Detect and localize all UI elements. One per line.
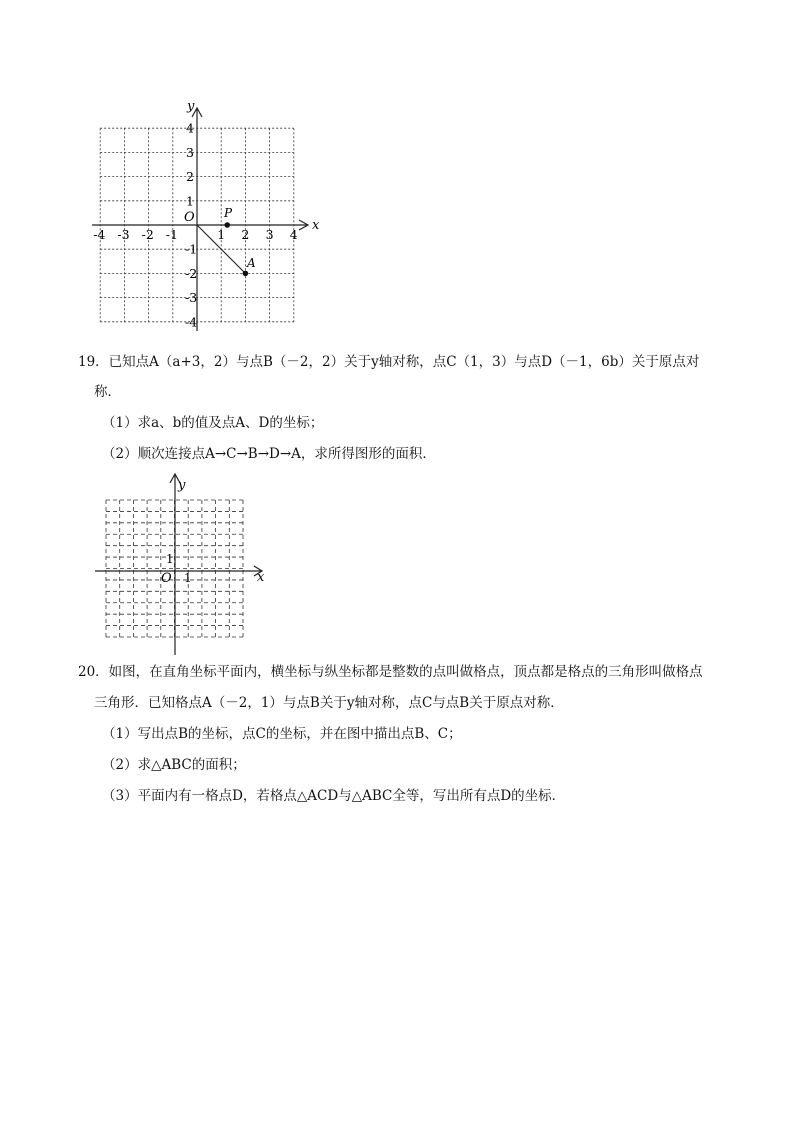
point-a [243,271,249,277]
y-tick-label: 2 [186,169,194,185]
question20-sub3: （3）平面内有一格点D，若格点△ACD与△ABC全等，写出所有点D的坐标． [102,788,566,804]
x-tick-label: -4 [93,227,106,242]
figure2-origin-label: O [161,571,172,586]
point-a-label: A [247,256,256,270]
x-tick-label: -2 [141,227,154,242]
question19-line1: 19．已知点A（a+3，2）与点B（－2，2）关于y轴对称，点C（1，3）与点D（－1，6b）关于原点对 [78,354,700,370]
x-tick-label: 3 [265,227,274,242]
y-tick-label: 1 [186,193,194,209]
question20-sub2: （2）求△ABC的面积； [102,757,246,773]
y-tick-label: 3 [186,144,194,160]
figure1-origin-label: O [184,210,195,225]
figure1-x-tick-labels [93,227,298,242]
figure1-coordinate-plane [80,95,340,340]
y-tick-label: -1 [185,241,198,257]
point-p [224,222,230,228]
figure2-unit-x-label: 1 [184,571,192,585]
question19-sub2: （2）顺次连接点A→C→B→D→A，求所得图形的面积． [102,446,436,462]
y-tick-label: 4 [186,120,194,136]
y-tick-label: -4 [185,314,198,330]
y-tick-label: -3 [185,290,198,306]
figure1-y-axis-label: y [187,99,195,114]
question20-sub1: （1）写出点B的坐标，点C的坐标，并在图中描出点B、C； [102,726,462,742]
y-tick-label: -2 [185,265,198,281]
x-tick-label: -1 [165,227,178,242]
x-tick-label: 4 [289,227,298,242]
figure1-x-axis-label: x [312,218,320,233]
x-tick-label: -3 [117,227,130,242]
question19-line2: 称． [94,384,121,400]
figure2-x-axis-label: x [257,570,265,585]
point-p-label: P [224,206,233,220]
figure2-coordinate-plane [90,470,275,660]
x-tick-label: 2 [241,227,250,242]
x-tick-label: 1 [217,227,226,242]
question20-line1: 20．如图，在直角坐标平面内，横坐标与纵坐标都是整数的点叫做格点，顶点都是格点的三角形叫做格点 [78,664,703,680]
figure2-y-axis-label: y [178,478,186,493]
question19-sub1: （1）求a、b的值及点A、D的坐标； [102,415,324,431]
figure2-unit-y-label: 1 [166,552,174,566]
question20-line2: 三角形．已知格点A（－2，1）与点B关于y轴对称，点C与点B关于原点对称． [94,695,564,711]
